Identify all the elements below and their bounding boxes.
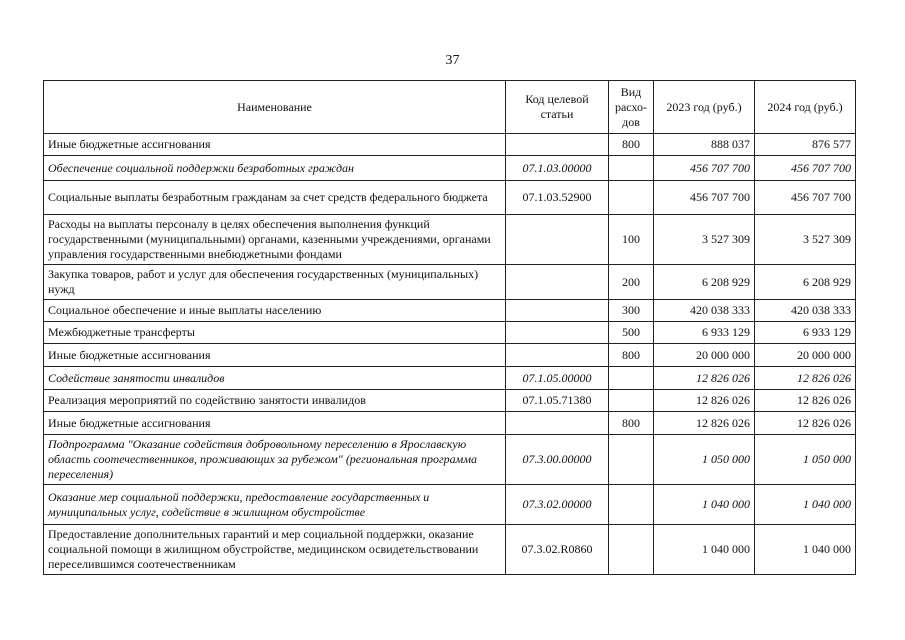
cell-2023: 888 037: [654, 134, 755, 156]
cell-2024: 3 527 309: [755, 215, 856, 265]
cell-kind: [609, 367, 654, 390]
cell-code: 07.1.03.00000: [506, 156, 609, 181]
table-row: [44, 300, 856, 322]
cell-name: Расходы на выплаты персоналу в целях обеспечения выполнения функций государственными (муниципальными) органами, казенными учреждениями, органами управления государственными внебюджетными фондами: [44, 215, 506, 265]
cell-2024: 12 826 026: [755, 367, 856, 390]
cell-2024: 1 050 000: [755, 435, 856, 485]
cell-kind: 500: [609, 322, 654, 344]
cell-2024: 6 933 129: [755, 322, 856, 344]
cell-2023: 456 707 700: [654, 181, 755, 215]
cell-2023: 456 707 700: [654, 156, 755, 181]
cell-name: Содействие занятости инвалидов: [44, 367, 506, 390]
cell-kind: [609, 156, 654, 181]
cell-2023: 20 000 000: [654, 344, 755, 367]
cell-2023: 12 826 026: [654, 367, 755, 390]
cell-code: 07.3.00.00000: [506, 435, 609, 485]
cell-2024: 12 826 026: [755, 390, 856, 412]
cell-2023: 6 933 129: [654, 322, 755, 344]
cell-2024: 1 040 000: [755, 485, 856, 525]
cell-code: [506, 215, 609, 265]
cell-name: Межбюджетные трансферты: [44, 322, 506, 344]
cell-kind: [609, 181, 654, 215]
cell-kind: [609, 485, 654, 525]
cell-name: Иные бюджетные ассигнования: [44, 412, 506, 435]
cell-2023: 3 527 309: [654, 215, 755, 265]
cell-code: [506, 344, 609, 367]
table-row: [44, 134, 856, 156]
cell-name: Подпрограмма "Оказание содействия добровольному переселению в Ярославскую область соотечественников, проживающих за рубежом" (региональная программа переселения): [44, 435, 506, 485]
header-kind: Вид расхо-дов: [609, 81, 654, 134]
table-row: [44, 322, 856, 344]
table-row: [44, 525, 856, 575]
header-name: Наименование: [44, 81, 506, 134]
cell-code: 07.1.03.52900: [506, 181, 609, 215]
cell-2023: 1 040 000: [654, 485, 755, 525]
cell-2024: 456 707 700: [755, 156, 856, 181]
budget-table: [43, 80, 856, 575]
cell-2023: 1 040 000: [654, 525, 755, 575]
cell-code: [506, 134, 609, 156]
cell-2024: 420 038 333: [755, 300, 856, 322]
cell-code: 07.1.05.71380: [506, 390, 609, 412]
table-row: [44, 485, 856, 525]
table-row: [44, 412, 856, 435]
table-row: [44, 435, 856, 485]
page-number: 37: [445, 53, 460, 68]
cell-kind: 100: [609, 215, 654, 265]
cell-2024: 876 577: [755, 134, 856, 156]
cell-name: Закупка товаров, работ и услуг для обеспечения государственных (муниципальных) нужд: [44, 265, 506, 300]
cell-2023: 12 826 026: [654, 390, 755, 412]
header-code: Код целевой статьи: [506, 81, 609, 134]
table-row: [44, 390, 856, 412]
cell-kind: 800: [609, 134, 654, 156]
cell-kind: 800: [609, 412, 654, 435]
cell-name: Обеспечение социальной поддержки безработных граждан: [44, 156, 506, 181]
table-row: [44, 367, 856, 390]
cell-2023: 12 826 026: [654, 412, 755, 435]
cell-kind: 800: [609, 344, 654, 367]
cell-name: Социальное обеспечение и иные выплаты населению: [44, 300, 506, 322]
cell-code: 07.1.05.00000: [506, 367, 609, 390]
cell-name: Иные бюджетные ассигнования: [44, 134, 506, 156]
cell-kind: 300: [609, 300, 654, 322]
cell-name: Реализация мероприятий по содействию занятости инвалидов: [44, 390, 506, 412]
table-row: [44, 265, 856, 300]
cell-2024: 1 040 000: [755, 525, 856, 575]
cell-2024: 456 707 700: [755, 181, 856, 215]
cell-2024: 12 826 026: [755, 412, 856, 435]
cell-2023: 6 208 929: [654, 265, 755, 300]
header-2023: 2023 год (руб.): [654, 81, 755, 134]
cell-kind: [609, 390, 654, 412]
cell-code: 07.3.02.00000: [506, 485, 609, 525]
cell-name: Предоставление дополнительных гарантий и мер социальной поддержки, оказание социальной помощи в жилищном обустройстве, медицинском освидетельствовании переселившимся соотечественникам: [44, 525, 506, 575]
header-2024: 2024 год (руб.): [755, 81, 856, 134]
cell-code: [506, 412, 609, 435]
table-row: [44, 156, 856, 181]
table-header-row: [44, 81, 856, 134]
cell-code: 07.3.02.R0860: [506, 525, 609, 575]
cell-name: Иные бюджетные ассигнования: [44, 344, 506, 367]
cell-code: [506, 322, 609, 344]
table-row: [44, 215, 856, 265]
cell-code: [506, 300, 609, 322]
cell-code: [506, 265, 609, 300]
cell-2023: 1 050 000: [654, 435, 755, 485]
cell-name: Оказание мер социальной поддержки, предоставление государственных и муниципальных услуг, содействие в жилищном обустройстве: [44, 485, 506, 525]
cell-name: Социальные выплаты безработным гражданам за счет средств федерального бюджета: [44, 181, 506, 215]
table-row: [44, 181, 856, 215]
cell-kind: [609, 435, 654, 485]
cell-2024: 20 000 000: [755, 344, 856, 367]
cell-2023: 420 038 333: [654, 300, 755, 322]
cell-kind: 200: [609, 265, 654, 300]
cell-kind: [609, 525, 654, 575]
cell-2024: 6 208 929: [755, 265, 856, 300]
table-row: [44, 344, 856, 367]
